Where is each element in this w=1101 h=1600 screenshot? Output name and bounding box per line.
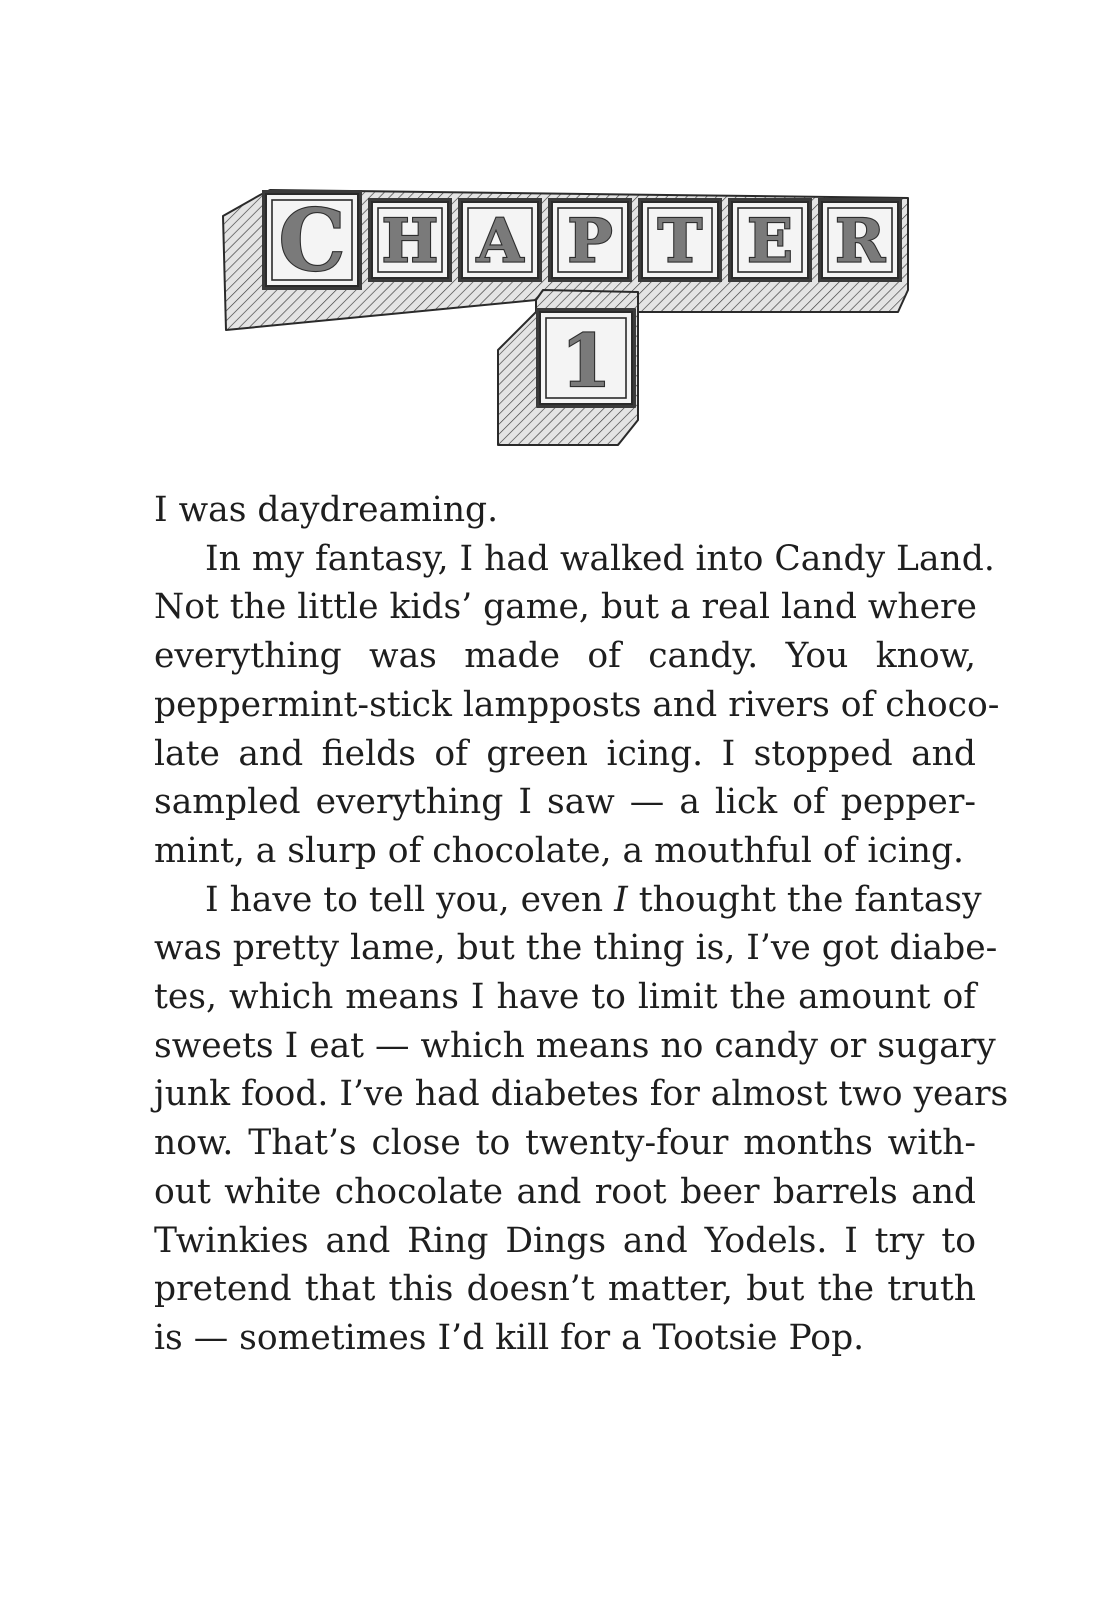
chapter-letter-blocks [262, 190, 902, 290]
text-line: is — sometimes I’d kill for a Tootsie Pop. [154, 1317, 865, 1358]
letter-block-t [638, 198, 722, 282]
paragraph-1 [154, 486, 976, 535]
text-line: pretend that this doesn’t matter, but the truth [154, 1269, 976, 1310]
letter-block-a [458, 198, 542, 282]
letter-block-r [818, 198, 902, 282]
chapter-letter: E [747, 206, 793, 277]
text-segment: thought the fantasy [627, 879, 982, 920]
emphasis-text: I [614, 879, 628, 920]
text-line: tes, which means I have to limit the amount of [154, 977, 976, 1018]
text-line: Twinkies and Ring Dings and Yodels. I try to [154, 1220, 976, 1261]
text-line: Not the little kids’ game, but a real land where [154, 587, 977, 628]
letter-block-c [262, 190, 362, 290]
text-line: everything was made of candy. You know, [154, 636, 976, 677]
chapter-letter: H [381, 206, 439, 277]
text-line: sweets I eat — which means no candy or sugary [154, 1025, 996, 1066]
chapter-letter: R [835, 206, 885, 277]
chapter-body-text [154, 486, 1009, 1363]
text-line [154, 876, 982, 925]
chapter-letter: T [657, 206, 703, 277]
text-line: was pretty lame, but the thing is, I’ve got diabe- [154, 928, 998, 969]
text-segment: I have to tell you, even [205, 879, 615, 920]
text-line: peppermint-stick lampposts and rivers of choco- [154, 684, 1000, 725]
letter-block-h [368, 198, 452, 282]
text-line: mint, a slurp of chocolate, a mouthful of icing. [154, 830, 965, 871]
chapter-letter: C [278, 191, 346, 291]
text-line: out white chocolate and root beer barrels and [154, 1171, 976, 1212]
text-line: sampled everything I saw — a lick of pepper- [154, 782, 976, 823]
text-line: now. That’s close to twenty-four months with- [154, 1123, 976, 1164]
letter-block-p [548, 198, 632, 282]
chapter-number: 1 [560, 318, 612, 403]
text-line: junk food. I’ve had diabetes for almost two years [154, 1074, 1009, 1115]
text-line: late and fields of green icing. I stopped and [154, 733, 976, 774]
paragraph-2 [154, 535, 1000, 876]
chapter-number-block [536, 308, 636, 408]
chapter-letter: P [567, 206, 613, 277]
chapter-letter: A [476, 206, 524, 277]
letter-block-e [728, 198, 812, 282]
text-line: I was daydreaming. [154, 490, 499, 530]
chapter-heading-art [218, 180, 918, 455]
paragraph-3 [154, 876, 1009, 1363]
text-line: In my fantasy, I had walked into Candy Land. [205, 538, 995, 579]
